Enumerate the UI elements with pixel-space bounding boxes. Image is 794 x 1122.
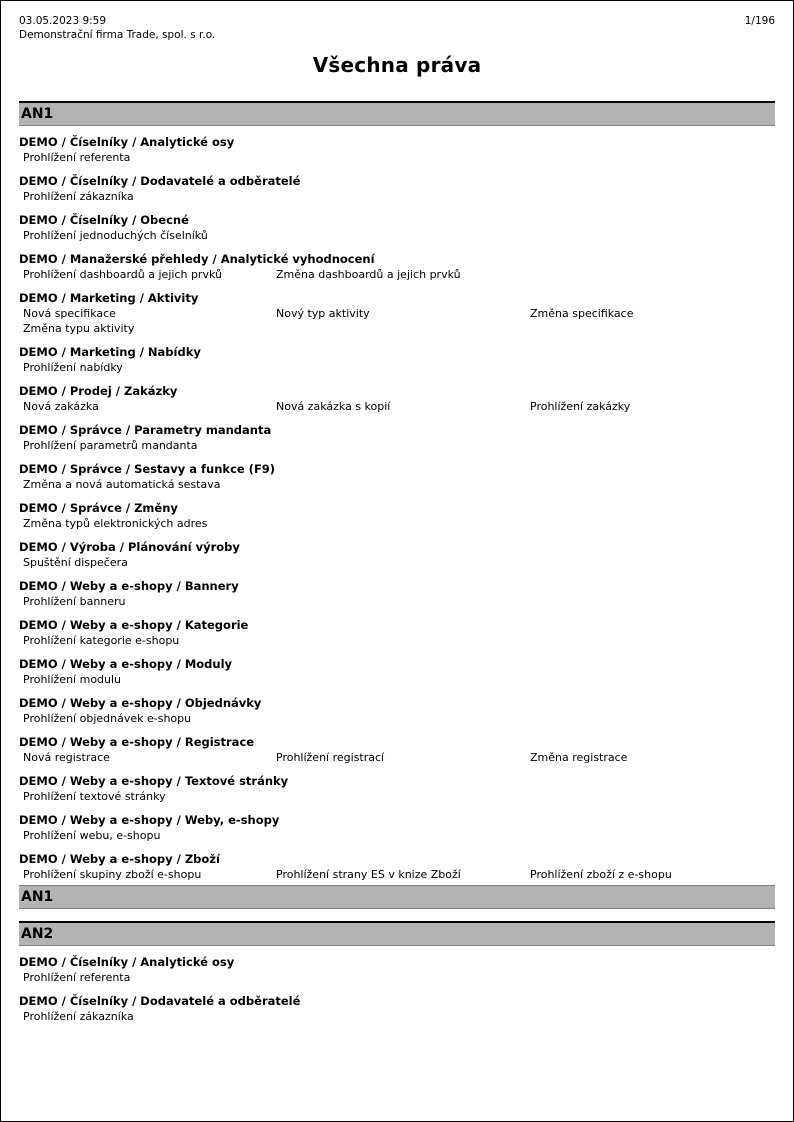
- permission-block: [19, 345, 775, 375]
- permission-right: Prohlížení dashboardů a jejich prvků: [23, 268, 222, 281]
- permission-block: [19, 501, 775, 531]
- permission-rights-row: [19, 594, 775, 609]
- permission-rights-row: [19, 477, 775, 492]
- permission-block: [19, 462, 775, 492]
- permission-block: [19, 618, 775, 648]
- permission-rights-row: [19, 150, 775, 165]
- permission-rights-row: [19, 711, 775, 726]
- permission-right: Prohlížení kategorie e-shopu: [23, 634, 180, 647]
- permission-right: Nová zakázka s kopií: [276, 400, 391, 413]
- permission-rights-row: [19, 1009, 775, 1024]
- permission-path: DEMO / Marketing / Nabídky: [19, 345, 201, 359]
- header-company: Demonstrační firma Trade, spol. s r.o.: [19, 28, 216, 41]
- permission-path: DEMO / Správce / Sestavy a funkce (F9): [19, 462, 276, 476]
- permission-right: Prohlížení strany ES v knize Zboží: [276, 868, 461, 881]
- permission-path: DEMO / Weby a e-shopy / Moduly: [19, 657, 233, 671]
- permission-block: [19, 135, 775, 165]
- permission-path: DEMO / Weby a e-shopy / Objednávky: [19, 696, 262, 710]
- permission-block: [19, 423, 775, 453]
- permission-rights-row: [19, 672, 775, 687]
- permission-rights-row: [19, 789, 775, 804]
- header-datetime: 03.05.2023 9:59: [19, 15, 107, 27]
- permission-block: [19, 774, 775, 804]
- permission-right: Prohlížení jednoduchých číselníků: [23, 229, 208, 242]
- header-page-number: 1/196: [744, 15, 775, 27]
- permission-right: Prohlížení textové stránky: [23, 790, 166, 803]
- permission-right: Prohlížení registrací: [276, 751, 385, 764]
- group-header: AN2: [19, 921, 775, 946]
- group-separator: [19, 909, 775, 921]
- permission-right: Prohlížení zboží z e-shopu: [530, 868, 672, 881]
- permission-rights: [19, 150, 775, 165]
- permission-right: Změna registrace: [530, 751, 628, 764]
- permission-rights: [19, 189, 775, 204]
- permission-rights-row: [19, 867, 775, 882]
- permission-right: Prohlížení referenta: [23, 151, 131, 164]
- permission-right: Nový typ aktivity: [276, 307, 370, 320]
- permission-rights-row: [19, 828, 775, 843]
- permission-path: DEMO / Weby a e-shopy / Bannery: [19, 579, 239, 593]
- permission-rights: [19, 711, 775, 726]
- permission-block: [19, 291, 775, 336]
- permission-right: Změna specifikace: [530, 307, 634, 320]
- permission-path: DEMO / Číselníky / Dodavatelé a odběratelé: [19, 994, 301, 1008]
- permission-rights: [19, 399, 775, 414]
- group-footer: AN1: [19, 885, 775, 909]
- permission-path: DEMO / Weby a e-shopy / Textové stránky: [19, 774, 289, 788]
- header-left: [19, 15, 215, 42]
- permission-rights-row: [19, 633, 775, 648]
- permission-rights-row: [19, 438, 775, 453]
- permission-rights-row: [19, 555, 775, 570]
- permission-path: DEMO / Weby a e-shopy / Zboží: [19, 852, 220, 866]
- permission-path: DEMO / Prodej / Zakázky: [19, 384, 178, 398]
- permissions-list: [19, 101, 775, 1024]
- permission-rights: [19, 477, 775, 492]
- permission-right: Prohlížení modulu: [23, 673, 122, 686]
- permission-rights: [19, 633, 775, 648]
- permission-block: [19, 657, 775, 687]
- permission-right: Spuštění dispečera: [23, 556, 128, 569]
- permission-right: Prohlížení zakázky: [530, 400, 631, 413]
- permission-right: Změna typu aktivity: [23, 322, 135, 335]
- permission-block: [19, 852, 775, 882]
- permission-path: DEMO / Číselníky / Dodavatelé a odběratelé: [19, 174, 301, 188]
- permission-right: Prohlížení referenta: [23, 971, 131, 984]
- permission-rights: [19, 228, 775, 243]
- permission-rights-row: [19, 750, 775, 765]
- permission-path: DEMO / Weby a e-shopy / Weby, e-shopy: [19, 813, 280, 827]
- page-title: Všechna práva: [312, 53, 482, 77]
- permission-block: [19, 579, 775, 609]
- permission-path: DEMO / Výroba / Plánování výroby: [19, 540, 240, 554]
- permission-right: Prohlížení skupiny zboží e-shopu: [23, 868, 202, 881]
- permission-path: DEMO / Weby a e-shopy / Registrace: [19, 735, 255, 749]
- permission-rights-row: [19, 189, 775, 204]
- permission-rights: [19, 867, 775, 882]
- permission-right: Nová specifikace: [23, 307, 116, 320]
- permission-block: [19, 213, 775, 243]
- permission-rights-row: [19, 970, 775, 985]
- group-header: AN1: [19, 101, 775, 126]
- permission-right: Prohlížení parametrů mandanta: [23, 439, 198, 452]
- permission-right: Změna dashboardů a jejich prvků: [276, 268, 461, 281]
- permission-block: [19, 696, 775, 726]
- permission-rights: [19, 1009, 775, 1024]
- permission-block: [19, 813, 775, 843]
- permission-rights: [19, 828, 775, 843]
- permission-right: Prohlížení banneru: [23, 595, 126, 608]
- permission-rights-row: [19, 360, 775, 375]
- permission-rights-row: [19, 228, 775, 243]
- permission-block: [19, 735, 775, 765]
- permission-rights-row: [19, 306, 775, 321]
- permission-rights: [19, 594, 775, 609]
- permission-right: Prohlížení nabídky: [23, 361, 123, 374]
- permission-rights: [19, 789, 775, 804]
- permission-path: DEMO / Marketing / Aktivity: [19, 291, 199, 305]
- permission-rights-row: [19, 516, 775, 531]
- permission-rights: [19, 516, 775, 531]
- permission-path: DEMO / Weby a e-shopy / Kategorie: [19, 618, 249, 632]
- permission-right: Prohlížení webu, e-shopu: [23, 829, 161, 842]
- permission-rights: [19, 750, 775, 765]
- permission-block: [19, 252, 775, 282]
- permission-block: [19, 174, 775, 204]
- permission-path: DEMO / Správce / Změny: [19, 501, 178, 515]
- permission-rights-row: [19, 399, 775, 414]
- permission-block: [19, 540, 775, 570]
- permission-path: DEMO / Manažerské přehledy / Analytické vyhodnocení: [19, 252, 375, 266]
- permission-right: Nová registrace: [23, 751, 110, 764]
- permission-rights: [19, 970, 775, 985]
- page-header: [19, 15, 775, 49]
- permission-rights: [19, 306, 775, 336]
- permission-path: DEMO / Číselníky / Analytické osy: [19, 135, 235, 149]
- permission-rights: [19, 267, 775, 282]
- permission-rights-row: [19, 267, 775, 282]
- permission-block: [19, 994, 775, 1024]
- permission-rights: [19, 438, 775, 453]
- permission-right: Nová zakázka: [23, 400, 99, 413]
- permission-right: Prohlížení zákazníka: [23, 190, 134, 203]
- permission-rights: [19, 672, 775, 687]
- permission-path: DEMO / Číselníky / Analytické osy: [19, 955, 235, 969]
- permission-right: Změna a nová automatická sestava: [23, 478, 221, 491]
- permission-rights: [19, 555, 775, 570]
- permission-rights: [19, 360, 775, 375]
- permission-block: [19, 955, 775, 985]
- permission-block: [19, 384, 775, 414]
- permission-right: Prohlížení objednávek e-shopu: [23, 712, 192, 725]
- permission-rights-row: [19, 321, 775, 336]
- permission-right: Změna typů elektronických adres: [23, 517, 208, 530]
- permission-path: DEMO / Správce / Parametry mandanta: [19, 423, 272, 437]
- permission-right: Prohlížení zákazníka: [23, 1010, 134, 1023]
- permission-path: DEMO / Číselníky / Obecné: [19, 213, 189, 227]
